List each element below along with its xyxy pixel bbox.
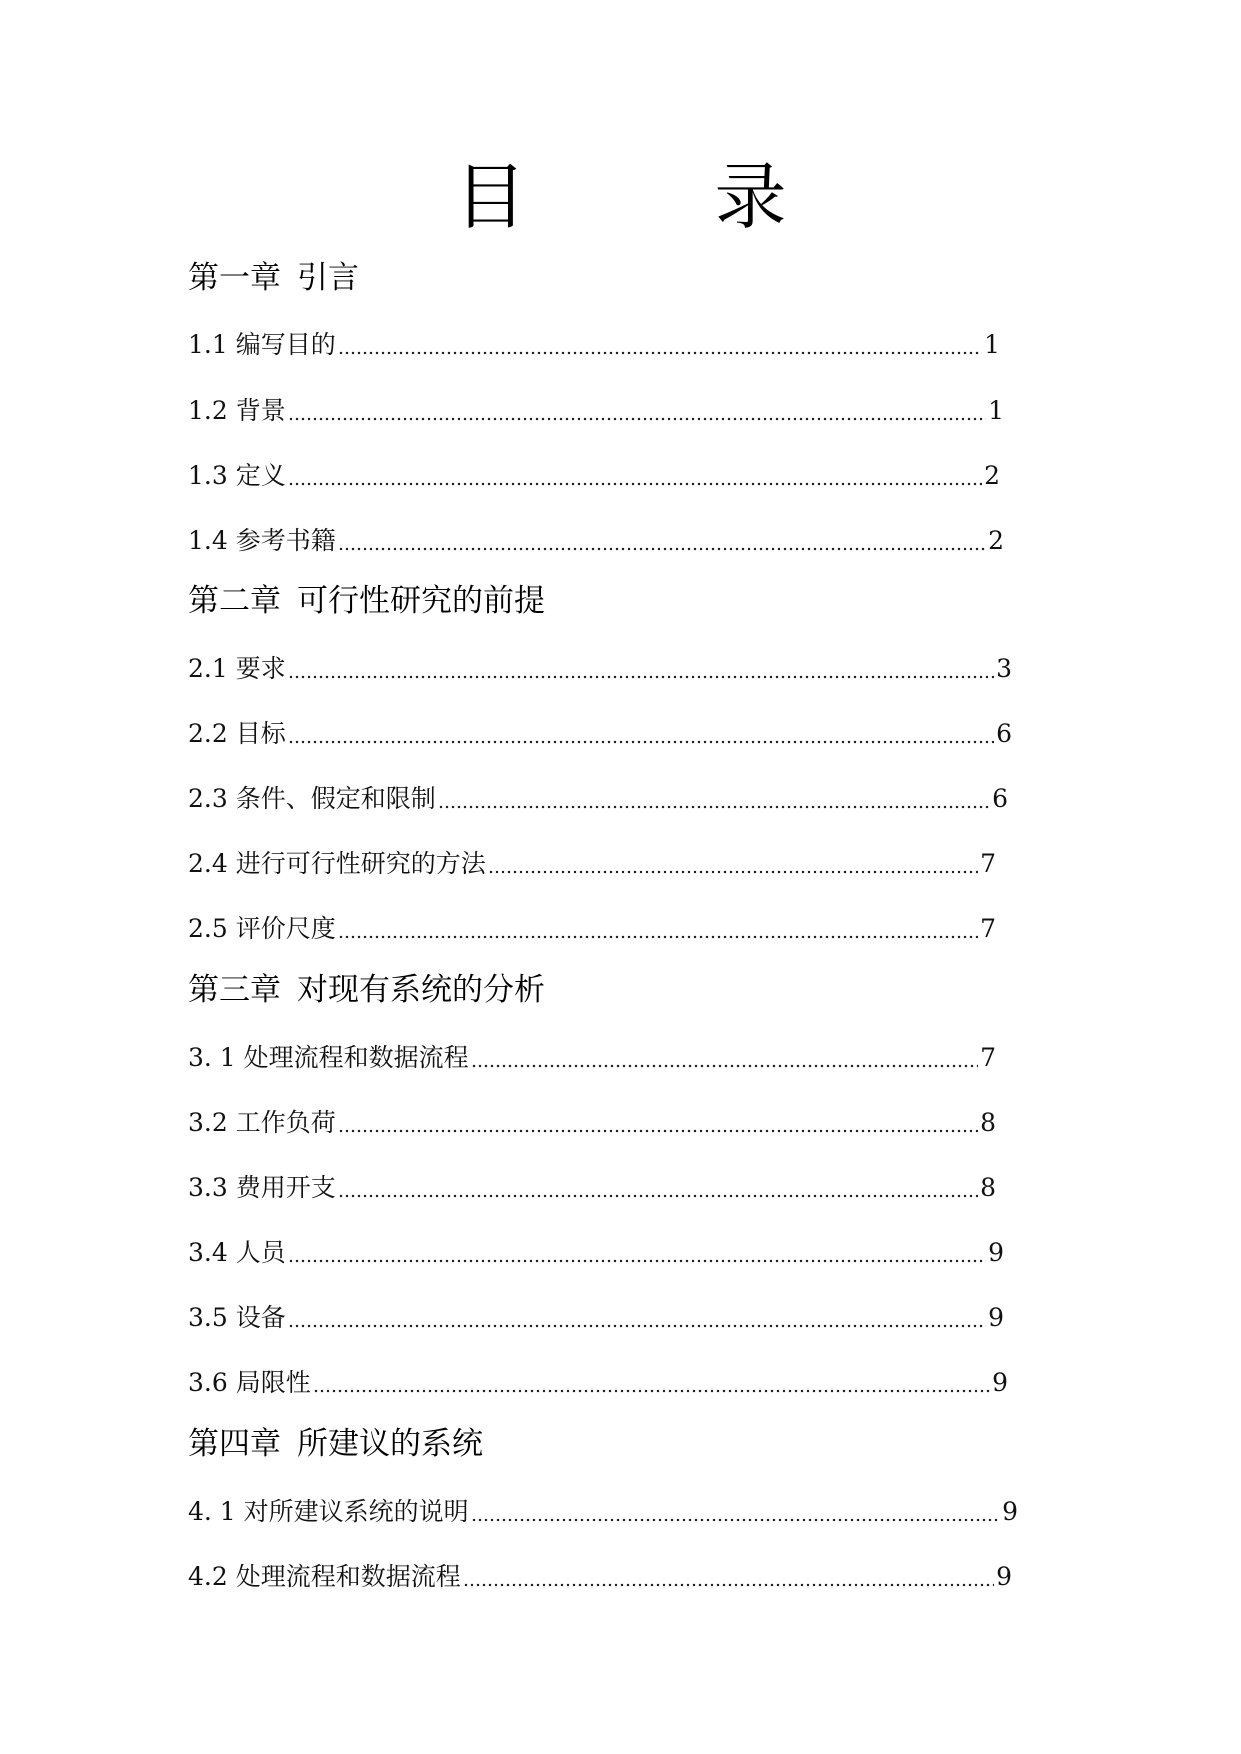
chapter-heading[interactable]: [188, 970, 545, 1010]
toc-entry-text: 1.3 定义: [188, 461, 286, 490]
toc-entry-page: 8: [980, 1108, 996, 1137]
dot-leader: [288, 675, 994, 679]
toc-entry-page: 7: [980, 1043, 996, 1072]
chapter-heading[interactable]: [188, 258, 359, 298]
chapter-number: 第三章: [188, 972, 281, 1008]
dot-leader: [338, 547, 986, 551]
toc-entry-text: 1.2 背景: [188, 396, 286, 425]
toc-entry-text: 3.5 设备: [188, 1303, 286, 1332]
toc-entry[interactable]: [188, 1360, 1008, 1400]
toc-entry-text: 4. 1 对所建议系统的说明: [188, 1497, 469, 1526]
dot-leader: [338, 1129, 978, 1133]
dot-leader: [471, 1518, 1000, 1522]
chapter-name: 对现有系统的分析: [297, 972, 545, 1008]
dot-leader: [288, 417, 986, 421]
toc-entry[interactable]: [188, 453, 1000, 493]
toc-entry-text: 3.6 局限性: [188, 1368, 311, 1397]
chapter-number: 第一章: [188, 260, 281, 296]
toc-entry-text: 2.1 要求: [188, 654, 286, 683]
toc-entry-page: 9: [1002, 1497, 1018, 1526]
toc-entry-page: 7: [980, 849, 996, 878]
dot-leader: [313, 1389, 990, 1393]
dot-leader: [338, 935, 978, 939]
toc-entry-page: 2: [984, 461, 1000, 490]
toc-entry-text: 4.2 处理流程和数据流程: [188, 1562, 461, 1591]
dot-leader: [463, 1583, 994, 1587]
chapter-name: 可行性研究的前提: [297, 583, 545, 619]
toc-entry-page: 7: [980, 914, 996, 943]
chapter-heading[interactable]: [188, 581, 545, 621]
toc-entry[interactable]: [188, 1230, 1004, 1270]
chapter-heading[interactable]: [188, 1424, 483, 1464]
chapter-number: 第四章: [188, 1426, 281, 1462]
toc-entry-page: 2: [988, 526, 1004, 555]
toc-entry-page: 9: [988, 1238, 1004, 1267]
toc-entry[interactable]: [188, 646, 1012, 686]
dot-leader: [338, 351, 982, 355]
toc-entry[interactable]: [188, 322, 1000, 362]
dot-leader: [288, 1259, 986, 1263]
toc-entry-text: 1.4 参考书籍: [188, 526, 336, 555]
toc-entry[interactable]: [188, 1165, 996, 1205]
dot-leader: [288, 740, 994, 744]
toc-entry[interactable]: [188, 388, 1004, 428]
toc-entry-page: 8: [980, 1173, 996, 1202]
toc-entry-text: 3.2 工作负荷: [188, 1108, 336, 1137]
dot-leader: [288, 1324, 986, 1328]
toc-entry[interactable]: [188, 841, 996, 881]
dot-leader: [488, 870, 978, 874]
toc-entry-page: 1: [988, 396, 1004, 425]
toc-entry[interactable]: [188, 1100, 996, 1140]
toc-entry-text: 2.2 目标: [188, 719, 286, 748]
toc-entry-page: 9: [988, 1303, 1004, 1332]
toc-entry-page: 9: [992, 1368, 1008, 1397]
toc-entry-page: 1: [984, 330, 1000, 359]
toc-entry-text: 3.3 费用开支: [188, 1173, 336, 1202]
toc-entry[interactable]: [188, 711, 1012, 751]
toc-entry-text: 3.4 人员: [188, 1238, 286, 1267]
chapter-name: 所建议的系统: [297, 1426, 483, 1462]
toc-entry[interactable]: [188, 1554, 1012, 1594]
toc-entry-text: 2.4 进行可行性研究的方法: [188, 849, 486, 878]
chapter-name: 引言: [297, 260, 359, 296]
toc-entry[interactable]: [188, 1489, 1018, 1529]
dot-leader: [338, 1194, 978, 1198]
toc-entry[interactable]: [188, 1035, 996, 1075]
toc-entry[interactable]: [188, 518, 1004, 558]
dot-leader: [288, 482, 982, 486]
toc-entry-text: 3. 1 处理流程和数据流程: [188, 1043, 469, 1072]
dot-leader: [438, 805, 990, 809]
toc-entry[interactable]: [188, 1295, 1004, 1335]
toc-entry-page: 6: [992, 784, 1008, 813]
dot-leader: [471, 1064, 978, 1068]
toc-entry[interactable]: [188, 906, 996, 946]
toc-entry-text: 2.3 条件、假定和限制: [188, 784, 436, 813]
toc-entry-text: 2.5 评价尺度: [188, 914, 336, 943]
toc-entry-text: 1.1 编写目的: [188, 330, 336, 359]
toc-entry-page: 9: [996, 1562, 1012, 1591]
toc-entry-page: 3: [996, 654, 1012, 683]
page-title: 目 录: [454, 155, 845, 239]
toc-entry[interactable]: [188, 776, 1008, 816]
toc-entry-page: 6: [996, 719, 1012, 748]
chapter-number: 第二章: [188, 583, 281, 619]
